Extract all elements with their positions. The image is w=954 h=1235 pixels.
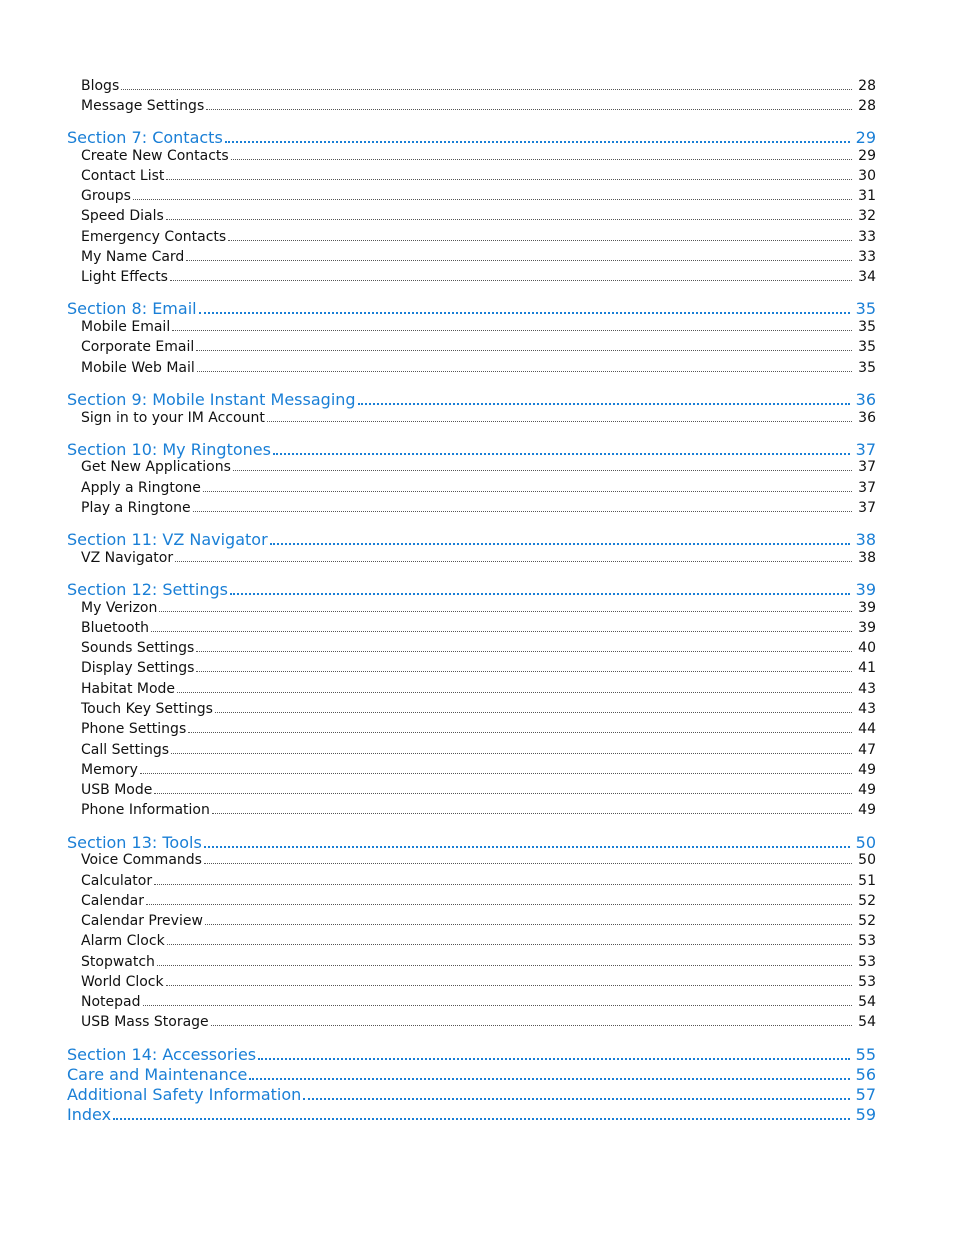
toc-entry-voice-commands[interactable] [81, 850, 876, 868]
toc-page-number: 35 [858, 360, 876, 376]
toc-section-section-9-mobile-instant-messaging[interactable] [67, 389, 876, 409]
dot-leader [205, 924, 852, 925]
dot-leader [230, 593, 850, 595]
toc-entry-title: Section 8: Email [67, 299, 197, 318]
dot-leader [154, 884, 852, 885]
toc-page-number: 43 [858, 701, 876, 717]
dot-leader [157, 965, 852, 966]
toc-entry-title: Corporate Email [81, 339, 195, 355]
toc-entry-touch-key-settings[interactable] [81, 699, 876, 717]
toc-page-number: 31 [858, 188, 876, 204]
dot-leader [211, 1025, 852, 1026]
toc-page-number: 30 [858, 168, 876, 184]
toc-entry-title: My Verizon [81, 600, 158, 616]
toc-entry-title: Create New Contacts [81, 148, 229, 164]
toc-section-additional-safety-information[interactable] [67, 1084, 876, 1104]
toc-entry-alarm-clock[interactable] [81, 931, 876, 949]
toc-section-section-13-tools[interactable] [67, 832, 876, 852]
toc-entry-groups[interactable] [81, 186, 876, 204]
toc-entry-mobile-email[interactable] [81, 317, 876, 335]
dot-leader [196, 671, 852, 672]
toc-page-number: 39 [858, 620, 876, 636]
dot-leader [233, 470, 852, 471]
toc-entry-title: Call Settings [81, 742, 170, 758]
toc-entry-bluetooth[interactable] [81, 618, 876, 636]
toc-page-number: 47 [858, 742, 876, 758]
dot-leader [154, 793, 852, 794]
toc-page-number: 38 [855, 530, 876, 549]
toc-entry-title: Habitat Mode [81, 681, 176, 697]
dot-leader [175, 561, 852, 562]
toc-entry-corporate-email[interactable] [81, 337, 876, 355]
dot-leader [133, 199, 852, 200]
toc-entry-title: USB Mode [81, 782, 153, 798]
dot-leader [121, 89, 852, 90]
dot-leader [270, 543, 850, 545]
dot-leader [258, 1058, 850, 1060]
dot-leader [172, 330, 852, 331]
toc-entry-sounds-settings[interactable] [81, 638, 876, 656]
toc-entry-title: Section 13: Tools [67, 833, 202, 852]
toc-entry-usb-mass-storage[interactable] [81, 1012, 876, 1030]
toc-entry-title: Play a Ringtone [81, 500, 191, 516]
toc-page-number: 39 [855, 580, 876, 599]
toc-page-number: 44 [858, 721, 876, 737]
dot-leader [228, 240, 852, 241]
toc-entry-calendar-preview[interactable] [81, 911, 876, 929]
toc-page-number: 37 [855, 440, 876, 459]
toc-entry-title: Sounds Settings [81, 640, 195, 656]
toc-page-number: 39 [858, 600, 876, 616]
dot-leader [170, 280, 852, 281]
toc-section-section-7-contacts[interactable] [67, 127, 876, 147]
toc-entry-mobile-web-mail[interactable] [81, 358, 876, 376]
toc-entry-title: Light Effects [81, 269, 168, 285]
toc-page-number: 34 [858, 269, 876, 285]
toc-entry-light-effects[interactable] [81, 267, 876, 285]
toc-entry-title: Voice Commands [81, 852, 202, 868]
toc-page-number: 33 [858, 229, 876, 245]
toc-page-number: 35 [858, 339, 876, 355]
toc-entry-vz-navigator[interactable] [81, 548, 876, 566]
toc-entry-title: Calendar [81, 893, 144, 909]
toc-entry-message-settings[interactable] [81, 96, 876, 114]
dot-leader [204, 863, 852, 864]
toc-entry-title: Section 14: Accessories [67, 1045, 257, 1064]
dot-leader [204, 846, 850, 848]
toc-page-number: 52 [858, 893, 876, 909]
toc-page-number: 52 [858, 913, 876, 929]
toc-entry-sign-in-to-your-im-account[interactable] [81, 408, 876, 426]
toc-section-section-14-accessories[interactable] [67, 1044, 876, 1064]
toc-page-number: 36 [858, 410, 876, 426]
dot-leader [166, 985, 852, 986]
dot-leader [113, 1118, 850, 1120]
toc-page-number: 49 [858, 762, 876, 778]
toc-section-care-and-maintenance[interactable] [67, 1064, 876, 1084]
toc-entry-phone-information[interactable] [81, 800, 876, 818]
toc-entry-title: Memory [81, 762, 138, 778]
toc-page-number: 38 [858, 550, 876, 566]
toc-entry-speed-dials[interactable] [81, 206, 876, 224]
toc-entry-title: Message Settings [81, 98, 205, 114]
toc-entry-title: Notepad [81, 994, 141, 1010]
toc-entry-title: Alarm Clock [81, 933, 165, 949]
dot-leader [267, 421, 852, 422]
toc-entry-emergency-contacts[interactable] [81, 227, 876, 245]
toc-page-number: 57 [855, 1085, 876, 1104]
toc-entry-call-settings[interactable] [81, 740, 876, 758]
toc-entry-title: Calendar Preview [81, 913, 203, 929]
toc-entry-title: Mobile Web Mail [81, 360, 195, 376]
dot-leader [171, 753, 852, 754]
dot-leader [166, 219, 852, 220]
toc-entry-usb-mode[interactable] [81, 780, 876, 798]
toc-page-number: 53 [858, 954, 876, 970]
dot-leader [146, 904, 852, 905]
toc-entry-title: Stopwatch [81, 954, 155, 970]
dot-leader [215, 712, 852, 713]
toc-page-number: 35 [855, 299, 876, 318]
toc-page-number: 33 [858, 249, 876, 265]
dot-leader [167, 944, 852, 945]
dot-leader [231, 159, 852, 160]
dot-leader [140, 773, 852, 774]
dot-leader [196, 350, 852, 351]
toc-page-number: 59 [855, 1105, 876, 1124]
toc-entry-title: Display Settings [81, 660, 195, 676]
toc-entry-play-a-ringtone[interactable] [81, 498, 876, 516]
toc-entry-title: Calculator [81, 873, 153, 889]
toc-section-index[interactable] [67, 1104, 876, 1124]
toc-entry-title: Additional Safety Information [67, 1085, 302, 1104]
toc-entry-calculator[interactable] [81, 871, 876, 889]
dot-leader [199, 312, 850, 314]
toc-page-number: 56 [855, 1065, 876, 1084]
toc-entry-blogs[interactable] [81, 76, 876, 94]
dot-leader [212, 813, 852, 814]
dot-leader [196, 651, 852, 652]
toc-page-number: 35 [858, 319, 876, 335]
toc-page-number: 50 [855, 833, 876, 852]
toc-entry-title: My Name Card [81, 249, 185, 265]
dot-leader [197, 371, 852, 372]
toc-section-section-8-email[interactable] [67, 298, 876, 318]
toc-section-section-11-vz-navigator[interactable] [67, 529, 876, 549]
toc-entry-habitat-mode[interactable] [81, 679, 876, 697]
toc-page-number: 40 [858, 640, 876, 656]
toc-entry-title: Get New Applications [81, 459, 231, 475]
toc-entry-title: Contact List [81, 168, 165, 184]
toc-entry-title: Blogs [81, 78, 120, 94]
toc-page-number: 43 [858, 681, 876, 697]
dot-leader [143, 1005, 853, 1006]
dot-leader [177, 692, 852, 693]
dot-leader [188, 732, 852, 733]
toc-entry-title: Bluetooth [81, 620, 149, 636]
toc-entry-title: Touch Key Settings [81, 701, 213, 717]
dot-leader [193, 511, 852, 512]
toc-page-number: 49 [858, 802, 876, 818]
dot-leader [303, 1098, 849, 1100]
toc-entry-title: Index [67, 1105, 112, 1124]
dot-leader [358, 403, 850, 405]
toc-entry-stopwatch[interactable] [81, 952, 876, 970]
toc-page-number: 49 [858, 782, 876, 798]
toc-page-number: 54 [858, 994, 876, 1010]
toc-entry-title: Section 10: My Ringtones [67, 440, 271, 459]
toc-page-number: 41 [858, 660, 876, 676]
dot-leader [203, 491, 852, 492]
toc-page-number: 53 [858, 933, 876, 949]
toc-page-number: 29 [855, 128, 876, 147]
toc-page-number: 37 [858, 480, 876, 496]
toc-entry-notepad[interactable] [81, 992, 876, 1010]
toc-entry-phone-settings[interactable] [81, 719, 876, 737]
dot-leader [159, 611, 852, 612]
toc-page-number: 51 [858, 873, 876, 889]
dot-leader [206, 109, 852, 110]
toc-section-section-10-my-ringtones[interactable] [67, 439, 876, 459]
toc-entry-title: Emergency Contacts [81, 229, 227, 245]
toc-page-number: 28 [858, 98, 876, 114]
toc-entry-get-new-applications[interactable] [81, 457, 876, 475]
toc-entry-title: USB Mass Storage [81, 1014, 209, 1030]
toc-page-number: 37 [858, 500, 876, 516]
toc-entry-title: Phone Information [81, 802, 210, 818]
toc-page-number: 55 [855, 1045, 876, 1064]
toc-entry-title: Section 7: Contacts [67, 128, 223, 147]
toc-entry-title: Section 11: VZ Navigator [67, 530, 268, 549]
toc-entry-title: VZ Navigator [81, 550, 174, 566]
toc-entry-contact-list[interactable] [81, 166, 876, 184]
toc-page-number: 36 [855, 390, 876, 409]
toc-entry-title: Section 9: Mobile Instant Messaging [67, 390, 356, 409]
dot-leader [273, 453, 850, 455]
toc-entry-display-settings[interactable] [81, 658, 876, 676]
toc-entry-title: Care and Maintenance [67, 1065, 248, 1084]
toc-page-number: 53 [858, 974, 876, 990]
toc-entry-my-name-card[interactable] [81, 247, 876, 265]
toc-entry-title: Speed Dials [81, 208, 164, 224]
toc-entry-memory[interactable] [81, 760, 876, 778]
toc-entry-my-verizon[interactable] [81, 598, 876, 616]
toc-page-number: 50 [858, 852, 876, 868]
toc-entry-title: World Clock [81, 974, 164, 990]
toc-section-section-12-settings[interactable] [67, 579, 876, 599]
toc-entry-title: Apply a Ringtone [81, 480, 201, 496]
dot-leader [186, 260, 852, 261]
dot-leader [151, 631, 852, 632]
toc-entry-apply-a-ringtone[interactable] [81, 478, 876, 496]
toc-entry-world-clock[interactable] [81, 972, 876, 990]
toc-entry-create-new-contacts[interactable] [81, 146, 876, 164]
toc-page-number: 32 [858, 208, 876, 224]
dot-leader [225, 141, 850, 143]
toc-entry-title: Groups [81, 188, 131, 204]
toc-page-number: 28 [858, 78, 876, 94]
toc-entry-title: Sign in to your IM Account [81, 410, 265, 426]
dot-leader [249, 1078, 849, 1080]
toc-entry-title: Mobile Email [81, 319, 171, 335]
toc-page-number: 54 [858, 1014, 876, 1030]
toc-page-number: 29 [858, 148, 876, 164]
toc-entry-title: Phone Settings [81, 721, 187, 737]
toc-entry-title: Section 12: Settings [67, 580, 228, 599]
dot-leader [166, 179, 852, 180]
toc-page-number: 37 [858, 459, 876, 475]
toc-entry-calendar[interactable] [81, 891, 876, 909]
